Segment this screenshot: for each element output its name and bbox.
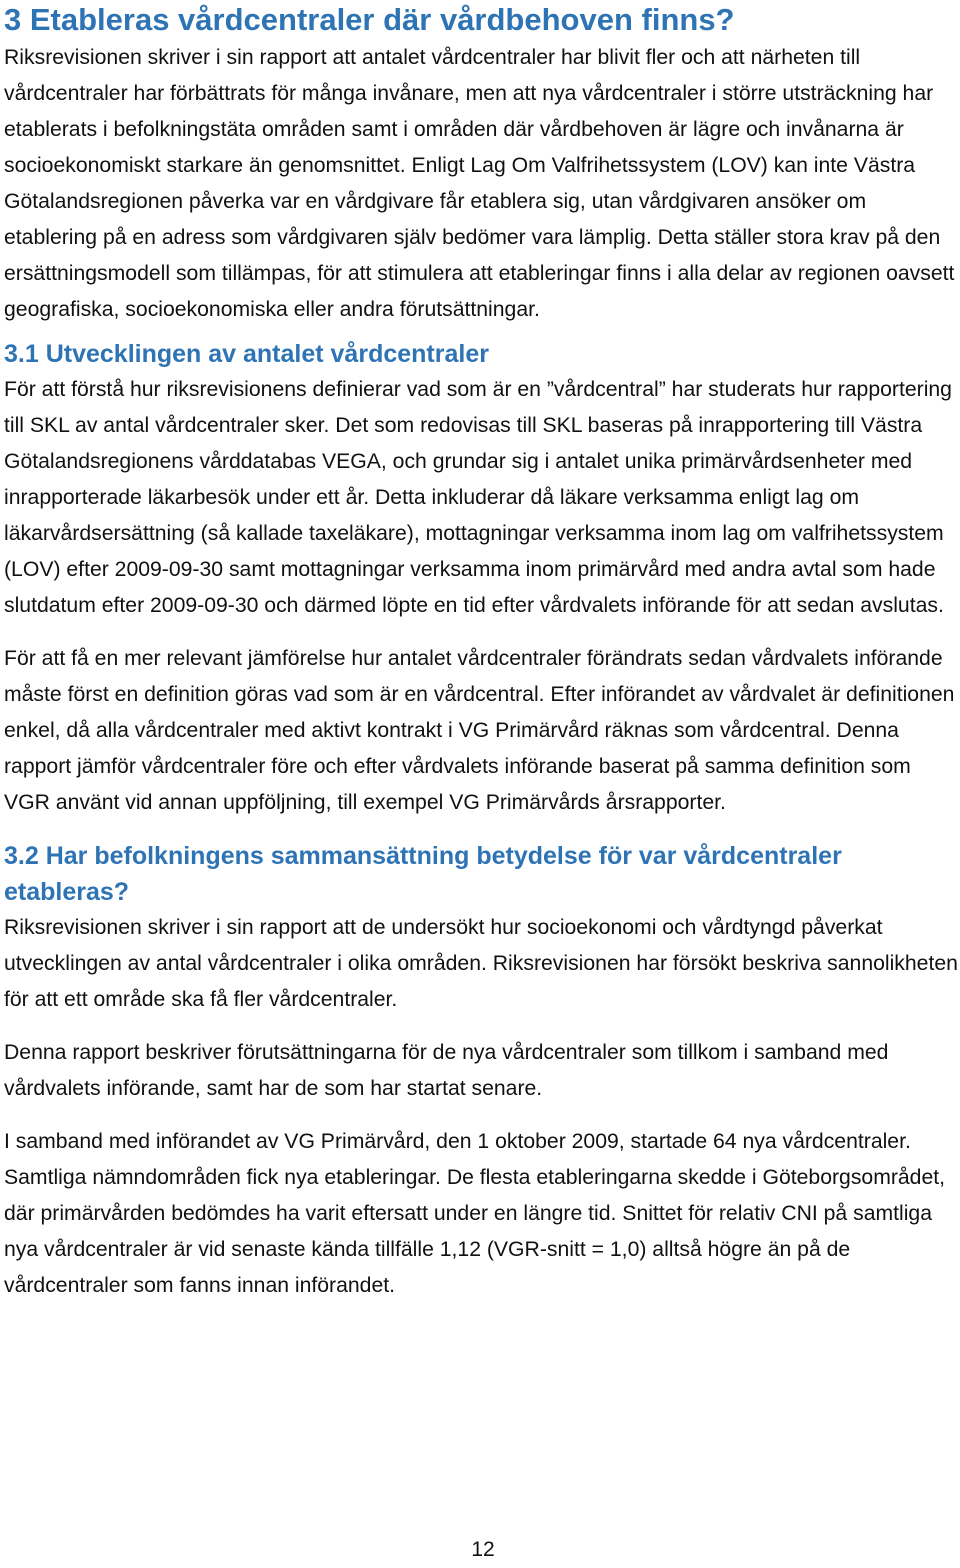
paragraph-report-description: Denna rapport beskriver förutsättningarna för de nya vårdcentraler som tillkom i samband med vårdvalets införande, samt har de som har startat senare. [4,1041,889,1100]
page-number: 12 [471,1538,495,1561]
paragraph-vg-primarvard-start: I samband med införandet av VG Primärvård, den 1 oktober 2009, startade 64 nya vårdcentraler. Samtliga nämndområden fick nya etableringar. De flesta etableringarna skedde i Göteborgsområdet, där primärvården bedömdes ha varit eftersatt under en längre tid. Snittet för relativ CNI på samtliga nya vårdcentraler är vid senaste kända tillfälle 1,12 (VGR-snitt = 1,0) alltså högre än på de vårdcentraler som fanns innan införandet. [4,1130,946,1297]
paragraph-socioekonomi: Riksrevisionen skriver i sin rapport att de undersökt hur socioekonomi och vårdtyngd påverkat utvecklingen av antal vårdcentraler i olika områden. Riksrevisionen har försökt beskriva sannolikheten för att ett område ska få fler vårdcentraler. [4,916,958,1011]
paragraph-riksrevisionen-intro-part2: Enligt Lag Om Valfrihetssystem (LOV) kan inte Västra Götalandsregionen påverka var en vårdgivare får etablera sig, utan vårdgivaren ansöker om etablering på en adress som vårdgivaren själv bedömer vara lämplig. Detta ställer stora krav på den ersättningsmodell som tillämpas, för att stimulera att etableringar finns i alla delar av regionen oavsett geografiska, socioekonomiska eller andra förutsättningar. [4,154,955,321]
paragraph-riksrevisionen-intro-part1: Riksrevisionen skriver i sin rapport att antalet vårdcentraler har blivit fler och att närheten till vårdcentraler har förbättrats för många invånare, men att nya vårdcentraler i större utsträckning har etablerats i befolkningstäta områden samt i områden där vårdbehoven är lägre och invånarna är socioekonomiskt starkare än genomsnittet. [4,46,934,177]
document-page [4,0,958,1304]
section-heading-3: 3 Etableras vårdcentraler där vårdbehoven finns? [4,2,735,37]
paragraph-definition-vardcentral: För att förstå hur riksrevisionens definierar vad som är en ”vårdcentral” har studerats hur rapportering till SKL av antal vårdcentraler sker. Det som redovisas till SKL baseras på inrapportering till Västra Götalandsregionens vårddatabas VEGA, och grundar sig i antalet unika primärvårdsenheter med inrapporterade läkarbesök under ett år. Detta inkluderar då läkare verksamma enligt lag om läkarvårdsersättning (så kallade taxeläkare), mottagningar verksamma inom lag om valfrihetssystem (LOV) efter 2009-09-30 samt mottagningar verksamma inom primärvård med andra avtal som hade slutdatum efter 2009-09-30 och därmed löpte en tid efter vårdvalets införande för att sedan avslutas. [4,378,952,617]
paragraph-relevant-comparison: För att få en mer relevant jämförelse hur antalet vårdcentraler förändrats sedan vårdvalets införande måste först en definition göras vad som är en vårdcentral. Efter införandet av vårdvalet är definitionen enkel, då alla vårdcentraler med aktivt kontrakt i VG Primärvård räknas som vårdcentral. Denna rapport jämför vårdcentraler före och efter vårdvalets införande baserat på samma definition som VGR använt vid annan uppföljning, till exempel VG Primärvårds årsrapporter. [4,647,955,814]
paragraph-riksrevisionen-intro [4,40,958,328]
section-heading-3-2: 3.2 Har befolkningens sammansättning betydelse för var vårdcentraler etableras? [4,842,842,906]
section-heading-3-1: 3.1 Utvecklingen av antalet vårdcentraler [4,340,489,368]
